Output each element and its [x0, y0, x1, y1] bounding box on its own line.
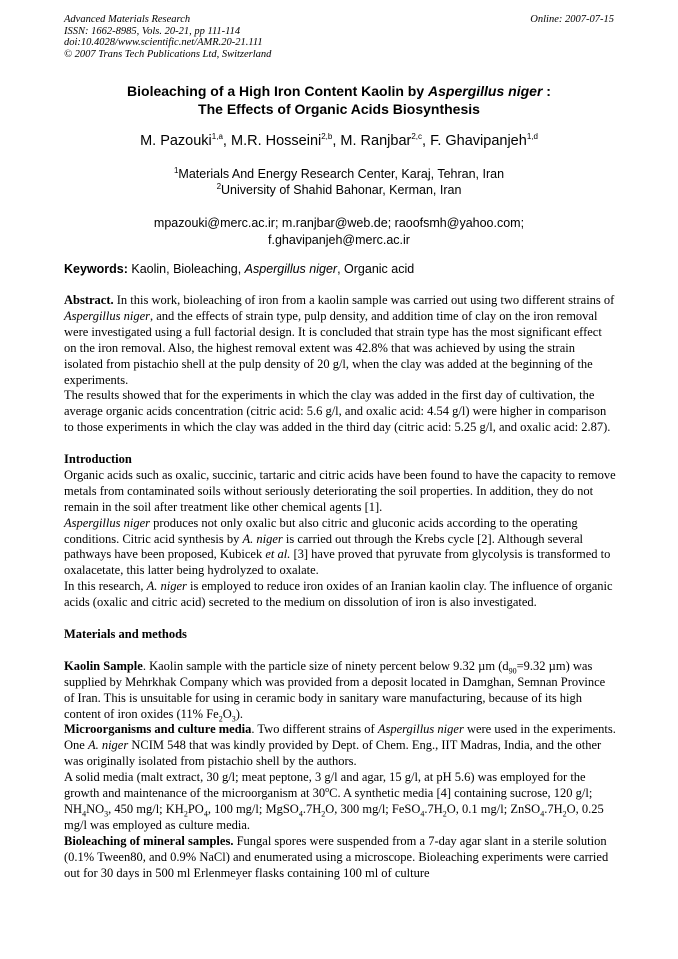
- journal-header: [64, 14, 271, 60]
- intro-paragraph: Organic acids such as oxalic, succinic, tartaric and citric acids have been found to have the capacity to remove metals from contaminated soils without seriously deteriorating the soil properties. In addition, they do not remain in the soil after treatment like other chemical agents [1].: [64, 467, 616, 514]
- author: M.R. Hosseini: [230, 133, 322, 149]
- section-heading-methods: Materials and methods: [64, 627, 187, 641]
- media-paragraph: A solid media (malt extract, 30 g/l; meat peptone, 3 g/l and agar, 15 g/l, at pH 5.6) was employed for the growth and maintenance of the microorganism at 30$^o$C. A synthetic media [4] containing sucrose, 120 g/l; $NH_4NO_3$, 450 mg/l; $KH_2PO_4$, 100 mg/l; $MgSO_4.7H_2O$, 300 mg/l; $FeSO_4.7H_2O$, 0.1 mg/l; $ZnSO_4.7H_2O$, 0.25 mg/l was employed as culture media.: [64, 770, 604, 832]
- author-emails: mpazouki@merc.ac.ir; m.ranjbar@web.de; raoofsmh@yahoo.com; f.ghavipanjeh@merc.ac.ir: [153, 216, 525, 247]
- keywords-label: Keywords:: [64, 262, 128, 276]
- bioleaching-paragraph: Bioleaching of mineral samples. Fungal spores were suspended from a 7-day agar slant in a sterile solution (0.1% Tween80, and 0.9% NaCl) and enumerated using a microscope. Bioleaching experiments were carried out for 30 days in 500 ml Erlenmeyer flasks containing 100 ml of culture: [64, 833, 609, 880]
- abstract-paragraph: The results showed that for the experiments in which the clay was added in the first day of cultivation, the average organic acids concentration (citric acid: 5.6 g/l, and oxalic acid: 4.54 g/l) were higher in comparison to those experiments in which the clay was added in the third day (citric acid: 5.25 g/l, and oxalic acid: 2.87).: [64, 388, 611, 435]
- issn-line: ISSN: 1662-8985, Vols. 20-21, pp 111-114: [64, 25, 241, 37]
- paper-title: Bioleaching of a High Iron Content Kaolin by Aspergillus niger : The Effects of Organic Acids Biosynthesis: [127, 83, 551, 117]
- online-date: Online: 2007-07-15: [530, 14, 614, 25]
- affiliation: $^1$Materials And Energy Research Center, Karaj, Tehran, Iran: [173, 165, 505, 181]
- intro-paragraph: In this research, A. niger is employed to reduce iron oxides of an Iranian kaolin clay. The influence of organic acids (oxalic and citric acid) secreted to the medium on dissolution of iron is also investigated.: [64, 579, 613, 610]
- abstract-paragraph: Abstract. In this work, bioleaching of iron from a kaolin sample was carried out using two different strains of Aspergillus niger, and the effects of strain type, pulp density, and addition time of clay on the iron removal were investigated using a full factorial design. It is concluded that strain type has the most significant effect on the iron removal. Also, the highest removal extent was 42.8% that was achieved by using the strain isolated from pistachio shell at the pulp density of 20 g/l, when the clay was added at the beginning of the experiments.: [64, 293, 615, 387]
- doi-line: doi:10.4028/www.scientific.net/AMR.20-21.111: [64, 37, 263, 48]
- affiliations: [0, 166, 678, 198]
- author: M. Ranjbar: [340, 133, 412, 149]
- affiliation: $^2$University of Shahid Bahonar, Kerman, Iran: [216, 181, 462, 197]
- copyright-line: © 2007 Trans Tech Publications Ltd, Switzerland: [64, 48, 272, 60]
- keywords: Keywords: Kaolin, Bioleaching, Aspergillus niger, Organic acid: [64, 262, 415, 276]
- microorganisms-paragraph: Microorganisms and culture media. Two different strains of Aspergillus niger were used in the experiments. One A. niger NCIM 548 that was kindly provided by Dept. of Chem. Eng., IIT Madras, India, and the other was originally isolated from pistachio shell by the authors.: [64, 722, 616, 769]
- author: M. Pazouki: [140, 133, 212, 149]
- intro-paragraph: Aspergillus niger produces not only oxalic but also citric and gluconic acids according to the operating conditions. Citric acid synthesis by A. niger is carried out through the Krebs cycle [2]. Although several pathways have been proposed, Kubicek et al. [3] have proved that pyruvate from glycolysis is transformed to oxalacetate, this latter being hydrolyzed to oxalate.: [64, 515, 611, 578]
- author: F. Ghavipanjeh: [430, 133, 527, 149]
- kaolin-sample-paragraph: Kaolin Sample. Kaolin sample with the particle size of ninety percent below 9.32 µm ($d_{90}=9.32$ µm) was supplied by Mehrkhak Company which was provided from a deposit located in Damghan, Semnan Province of Iran. This is unsuitable for using in ceramic body in sanitary ware manufacturing, because of its high content of iron oxides (11% $Fe_2O_3$).: [64, 658, 606, 724]
- author-list: M. Pazouki$^{1,a}$, M.R. Hosseini$^{2,b}$, M. Ranjbar$^{2,c}$, F. Ghavipanjeh$^{1,d}$: [140, 132, 538, 149]
- section-heading-introduction: Introduction: [64, 452, 132, 467]
- journal-name: Advanced Materials Research: [64, 14, 191, 25]
- paper-body: [64, 293, 616, 881]
